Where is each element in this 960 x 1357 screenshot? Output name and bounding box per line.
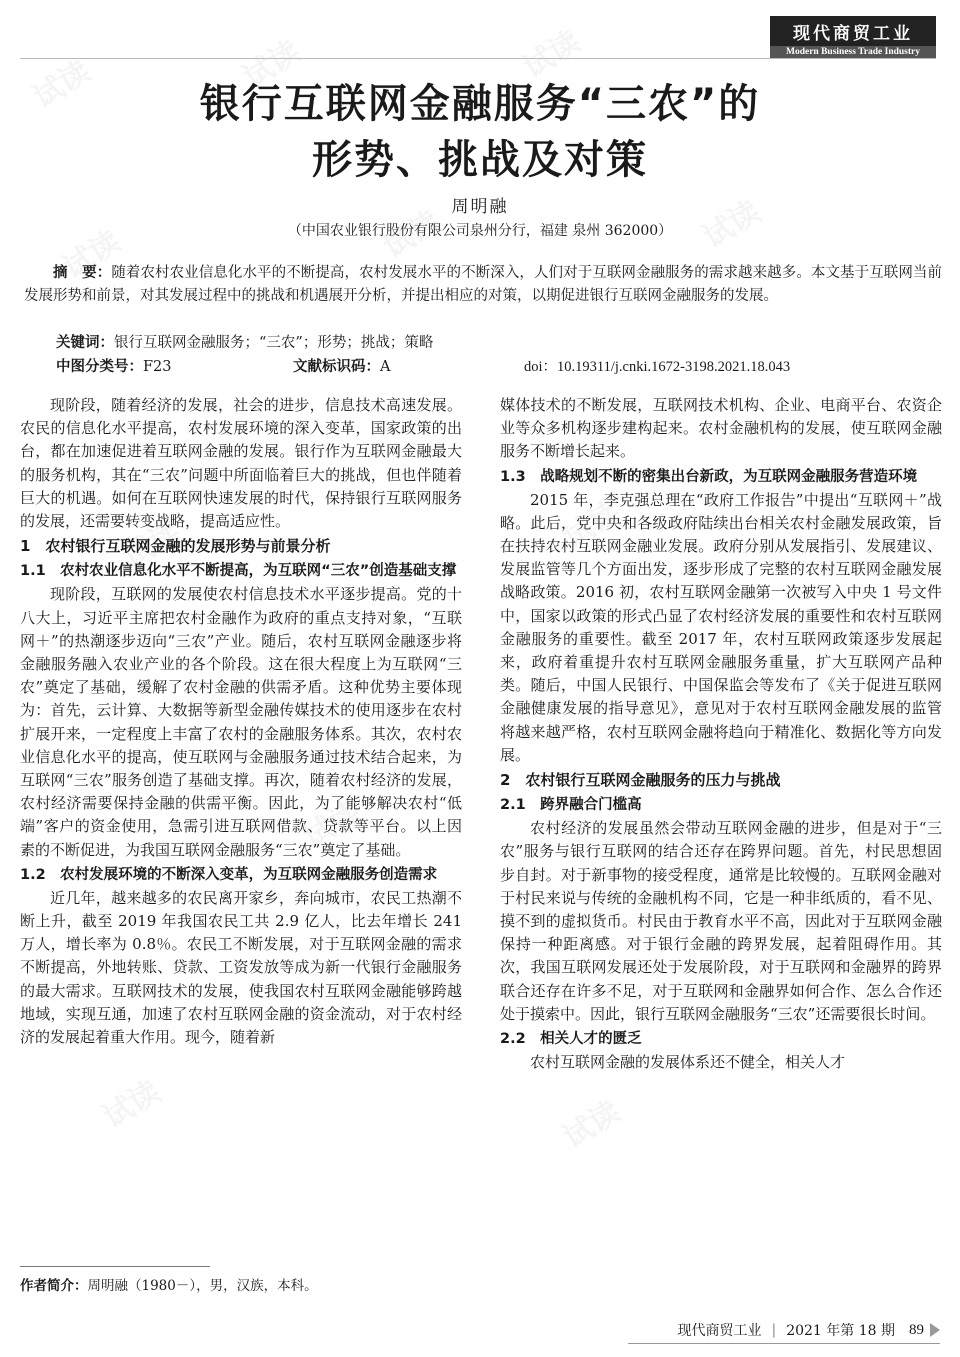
paragraph: 农村经济的发展虽然会带动互联网金融的进步，但是对于“三农”服务与银行互联网的结合还存在跨界问题。首先，村民思想固步自封。对于新事物的接受程度，通常是比较慢的。互联网金融对于村民来说与传统的金融机构不同，它是一种非纸质的，看不见、摸不到的虚拟货币。村民由于教育水平不高，因此对于互联网金融保持一种距离感。对于银行金融的跨界发展，起着阻碍作用。其次，我国互联网发展还处于发展阶段，对于互联网和金融界的跨界联合还存在许多不足，对于互联网和金融界如何合作、怎么合作还处于摸索中。因此，银行互联网金融服务“三农”还需要很长时间。 bbox=[500, 819, 942, 1023]
doi: doi：10.19311/j.cnki.1672-3198.2021.18.043 bbox=[524, 359, 791, 375]
footnote-divider bbox=[20, 1266, 210, 1267]
doc-code-label: 文献标识码： bbox=[293, 359, 380, 375]
doc-code-value: A bbox=[380, 359, 391, 375]
subsection-heading: 2.1 跨界融合门槛高 bbox=[500, 797, 642, 814]
watermark bbox=[93, 1067, 167, 1136]
paragraph: 媒体技术的不断发展，互联网技术机构、企业、电商平台、农资企业等众多机构逐步建构起来。农村金融机构的发展，使互联网金融服务不断增长起来。 bbox=[500, 396, 942, 461]
right-column bbox=[500, 394, 942, 1074]
header-divider bbox=[20, 58, 936, 59]
footer-separator: | bbox=[771, 1322, 777, 1338]
abstract-label: 摘 要： bbox=[53, 265, 112, 281]
title-line-2: 形势、挑战及对策 bbox=[312, 137, 648, 183]
footer-divider bbox=[628, 1343, 940, 1344]
subsection-heading: 1.3 战略规划不断的密集出台新政，为互联网金融服务营造环境 bbox=[500, 468, 918, 485]
classification-row bbox=[56, 356, 896, 378]
footnote-label: 作者简介： bbox=[20, 1278, 88, 1294]
watermark bbox=[553, 1087, 627, 1156]
doc-code bbox=[293, 356, 390, 378]
title-line-1: 银行互联网金融服务“三农”的 bbox=[199, 81, 761, 127]
subsection-heading: 1.1 农村农业信息化水平不断提高，为互联网“三农”创造基础支撑 bbox=[20, 563, 457, 580]
author-name: 周明融 bbox=[451, 197, 509, 217]
keywords-label: 关键词： bbox=[56, 335, 114, 351]
page-number: 89 bbox=[909, 1321, 924, 1338]
paragraph: 现阶段，随着经济的发展，社会的进步，信息技术高速发展。农民的信息化水平提高，农村发展环境的深入变革，国家政策的出台，都在加速促进着互联网金融的发展。银行作为互联网金融最大的服务机构，其在“三农”问题中所面临着巨大的挑战，但也伴随着巨大的机遇。如何在互联网快速发展的时代，保持银行互联网服务的发展，还需要转变战略，提高适应性。 bbox=[20, 396, 462, 531]
subsection-heading: 2.2 相关人才的匮乏 bbox=[500, 1031, 642, 1048]
footer-journal: 现代商贸工业 bbox=[677, 1323, 762, 1339]
paper-title bbox=[0, 76, 960, 188]
keywords-text: 银行互联网金融服务；“三农”；形势；挑战；策略 bbox=[114, 335, 434, 351]
footnote-text: 周明融（1980－），男，汉族，本科。 bbox=[87, 1278, 318, 1294]
clc-label: 中图分类号： bbox=[56, 359, 143, 375]
keywords bbox=[56, 332, 433, 354]
author-footnote bbox=[20, 1274, 318, 1294]
journal-name-en: Modern Business Trade Industry bbox=[770, 46, 936, 59]
abstract-text: 随着农村农业信息化水平的不断提高，农村发展水平的不断深入，人们对于互联网金融服务的需求越来越多。本文基于互联网当前发展形势和前景，对其发展过程中的挑战和机遇展开分析，并提出相应的对策，以期促进银行互联网金融服务的发展。 bbox=[24, 265, 943, 304]
journal-badge bbox=[770, 16, 936, 59]
journal-name-cn: 现代商贸工业 bbox=[770, 16, 936, 46]
footer-issue: 2021 年第 18 期 bbox=[786, 1323, 895, 1339]
abstract bbox=[24, 262, 942, 308]
page-arrow-icon bbox=[930, 1323, 940, 1337]
paragraph: 2015 年，李克强总理在“政府工作报告”中提出“互联网＋”战略。此后，党中央和各级政府陆续出台相关农村金融发展政策，旨在扶持农村互联网金融业发展。政府分别从发展指引、发展建议、发展监管等几个方面出发，逐步形成了完整的农村互联网金融发展战略政策。2016 初，农村互联网金融第一次被写入中央 1 号文件中，国家以政策的形式凸显了农村经济发展的重要性和农村互联网金融服务的重要性。截至 2017 年，农村互联网政策逐步发展起来，政府着重提升农村互联网金融服务重量，扩大互联网产品种类。随后，中国人民银行、中国保监会等发布了《关于促进互联网金融健康发展的指导意见》，意见对于农村互联网金融发展的监管将越来越严格，农村互联网金融将趋向于精准化、数据化等方向发展。 bbox=[500, 490, 942, 764]
paragraph: 现阶段，互联网的发展使农村信息技术水平逐步提高。党的十八大上，习近平主席把农村金融作为政府的重点支持对象，“互联网＋”的热潮逐步迈向“三农”产业。随后，农村互联网金融逐步将金融服务融入农业产业的各个阶段。这在很大程度上为互联网“三农”奠定了基础，缓解了农村金融的供需矛盾。这种优势主要体现为：首先，云计算、大数据等新型金融传媒技术的使用逐步在农村扩展开来，一定程度上丰富了农村的金融服务体系。其次，农村农业信息化水平的提高，使互联网与金融服务通过技术结合起来，为互联网“三农”服务创造了基础支撑。再次，随着农村经济的发展，农村经济需要保持金融的供需平衡。因此，为了能够解决农村“低端”客户的资金使用，急需引进互联网借款、贷款等平台。以上因素的不断促进，为我国互联网金融服务“三农”奠定了基础。 bbox=[20, 585, 462, 859]
affiliation: （中国农业银行股份有限公司泉州分行，福建 泉州 362000） bbox=[287, 223, 673, 239]
clc-value: F23 bbox=[143, 359, 172, 375]
subsection-heading: 1.2 农村发展环境的不断深入变革，为互联网金融服务创造需求 bbox=[20, 866, 438, 883]
section-heading: 2 农村银行互联网金融服务的压力与挑战 bbox=[500, 771, 781, 790]
paragraph: 近几年，越来越多的农民离开家乡，奔向城市，农民工热潮不断上升，截至 2019 年我国农民工共 2.9 亿人，比去年增长 241 万人，增长率为 0.8％。农民工不断发展，对于互联网金融的需求不断提高，外地转账、贷款、工资发放等成为新一代银行金融服务的最大需求。互联网技术的发展，使我国农村互联网金融能够跨越地域，实现互通，加速了农村互联网金融的资金流动，对于农村经济的发展起着重大作用。现今，随着新 bbox=[20, 888, 462, 1047]
section-heading: 1 农村银行互联网金融的发展形势与前景分析 bbox=[20, 537, 331, 556]
paragraph: 农村互联网金融的发展体系还不健全，相关人才 bbox=[530, 1053, 846, 1072]
page-footer bbox=[677, 1320, 940, 1340]
left-column bbox=[20, 394, 462, 1049]
